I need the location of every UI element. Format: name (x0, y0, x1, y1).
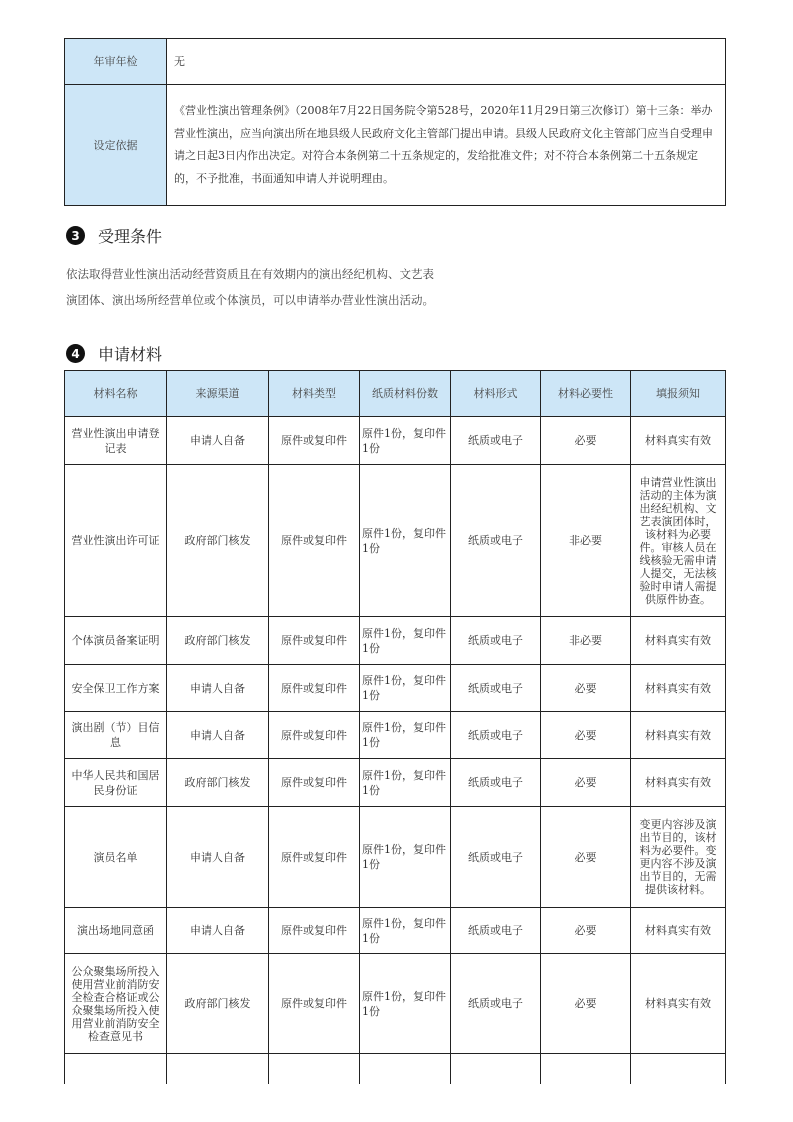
material-form: 纸质或电子 (451, 759, 541, 807)
material-form: 纸质或电子 (451, 417, 541, 465)
table-row (65, 617, 726, 665)
material-source: 申请人自备 (167, 665, 269, 712)
material-necessity: 必要 (541, 759, 631, 807)
material-copies: 原件1份，复印件1份 (360, 807, 451, 908)
material-note: 材料真实有效 (631, 954, 726, 1054)
column-header: 材料必要性 (541, 371, 631, 417)
material-necessity: 必要 (541, 712, 631, 759)
material-source: 政府部门核发 (167, 759, 269, 807)
table-row (65, 807, 726, 908)
column-header: 材料类型 (269, 371, 360, 417)
material-name: 演出场地同意函 (65, 908, 167, 954)
material-name (65, 1054, 167, 1084)
material-form: 纸质或电子 (451, 712, 541, 759)
material-name: 营业性演出申请登记表 (65, 417, 167, 465)
material-name: 演员名单 (65, 807, 167, 908)
column-header: 材料形式 (451, 371, 541, 417)
section-title: 申请材料 (98, 345, 163, 364)
material-source: 申请人自备 (167, 712, 269, 759)
section-heading (66, 224, 162, 247)
material-copies: 原件1份，复印件1份 (360, 712, 451, 759)
column-header: 纸质材料份数 (360, 371, 451, 417)
material-source: 申请人自备 (167, 807, 269, 908)
material-copies: 原件1份，复印件1份 (360, 465, 451, 617)
material-type: 原件或复印件 (269, 712, 360, 759)
material-copies: 原件1份，复印件1份 (360, 665, 451, 712)
material-copies: 原件1份，复印件1份 (360, 908, 451, 954)
material-form: 纸质或电子 (451, 665, 541, 712)
material-source: 政府部门核发 (167, 617, 269, 665)
material-note: 申请营业性演出活动的主体为演出经纪机构、文艺表演团体时，该材料为必要件。审核人员在线核验无需申请人提交，无法核验时申请人需提供原件协查。 (631, 465, 726, 617)
material-type (269, 1054, 360, 1084)
materials-table (64, 370, 726, 1084)
material-source: 申请人自备 (167, 908, 269, 954)
material-necessity: 必要 (541, 807, 631, 908)
material-source: 申请人自备 (167, 417, 269, 465)
material-type: 原件或复印件 (269, 759, 360, 807)
material-note (631, 1054, 726, 1084)
material-necessity (541, 1054, 631, 1084)
info-table (64, 38, 726, 206)
material-copies: 原件1份，复印件1份 (360, 759, 451, 807)
material-source (167, 1054, 269, 1084)
section-number: 3 (66, 226, 85, 245)
section-paragraph (66, 261, 434, 313)
material-form: 纸质或电子 (451, 617, 541, 665)
material-copies (360, 1054, 451, 1084)
material-necessity: 必要 (541, 908, 631, 954)
material-necessity: 必要 (541, 954, 631, 1054)
material-type: 原件或复印件 (269, 908, 360, 954)
material-type: 原件或复印件 (269, 417, 360, 465)
material-form (451, 1054, 541, 1084)
table-header-row (65, 371, 726, 417)
table-row (65, 954, 726, 1054)
material-necessity: 必要 (541, 417, 631, 465)
material-type: 原件或复印件 (269, 617, 360, 665)
table-row (65, 908, 726, 954)
material-name: 公众聚集场所投入使用营业前消防安全检查合格证或公众聚集场所投入使用营业前消防安全检查意见书 (65, 954, 167, 1054)
material-copies: 原件1份，复印件1份 (360, 417, 451, 465)
section-title: 受理条件 (98, 227, 163, 246)
material-form: 纸质或电子 (451, 465, 541, 617)
material-form: 纸质或电子 (451, 908, 541, 954)
table-row (65, 465, 726, 617)
table-row (65, 759, 726, 807)
paragraph-line: 依法取得营业性演出活动经营资质且在有效期内的演出经纪机构、文艺表 (66, 267, 434, 281)
table-row (65, 85, 726, 206)
material-source: 政府部门核发 (167, 465, 269, 617)
row-label: 年审年检 (65, 39, 167, 85)
column-header: 来源渠道 (167, 371, 269, 417)
section-heading (66, 342, 162, 365)
material-note: 材料真实有效 (631, 908, 726, 954)
row-value: 《营业性演出管理条例》（2008年7月22日国务院令第528号，2020年11月29日第三次修订）第十三条：举办营业性演出，应当向演出所在地县级人民政府文化主管部门提出申请。县级人民政府文化主管部门应当自受理申请之日起3日内作出决定。对符合本条例第二十五条规定的，发给批准文件；对不符合本条例第二十五条规定的，不予批准，书面通知申请人并说明理由。 (167, 85, 726, 206)
table-row (65, 417, 726, 465)
material-name: 演出剧（节）目信息 (65, 712, 167, 759)
table-row (65, 712, 726, 759)
material-name: 安全保卫工作方案 (65, 665, 167, 712)
material-note: 材料真实有效 (631, 712, 726, 759)
material-type: 原件或复印件 (269, 807, 360, 908)
material-note: 材料真实有效 (631, 759, 726, 807)
material-name: 营业性演出许可证 (65, 465, 167, 617)
material-note: 变更内容涉及演出节目的，该材料为必要件。变更内容不涉及演出节目的，无需提供该材料。 (631, 807, 726, 908)
material-type: 原件或复印件 (269, 954, 360, 1054)
column-header: 填报须知 (631, 371, 726, 417)
material-type: 原件或复印件 (269, 465, 360, 617)
material-copies: 原件1份，复印件1份 (360, 617, 451, 665)
material-necessity: 非必要 (541, 617, 631, 665)
material-form: 纸质或电子 (451, 954, 541, 1054)
material-name: 个体演员备案证明 (65, 617, 167, 665)
material-necessity: 必要 (541, 665, 631, 712)
row-value: 无 (167, 39, 726, 85)
table-row (65, 1054, 726, 1084)
section-number: 4 (66, 344, 85, 363)
material-name: 中华人民共和国居民身份证 (65, 759, 167, 807)
row-label: 设定依据 (65, 85, 167, 206)
column-header: 材料名称 (65, 371, 167, 417)
material-note: 材料真实有效 (631, 417, 726, 465)
material-note: 材料真实有效 (631, 617, 726, 665)
material-note: 材料真实有效 (631, 665, 726, 712)
table-row (65, 39, 726, 85)
table-row (65, 665, 726, 712)
material-form: 纸质或电子 (451, 807, 541, 908)
paragraph-line: 演团体、演出场所经营单位或个体演员，可以申请举办营业性演出活动。 (66, 293, 434, 307)
material-necessity: 非必要 (541, 465, 631, 617)
material-type: 原件或复印件 (269, 665, 360, 712)
material-copies: 原件1份，复印件1份 (360, 954, 451, 1054)
material-source: 政府部门核发 (167, 954, 269, 1054)
